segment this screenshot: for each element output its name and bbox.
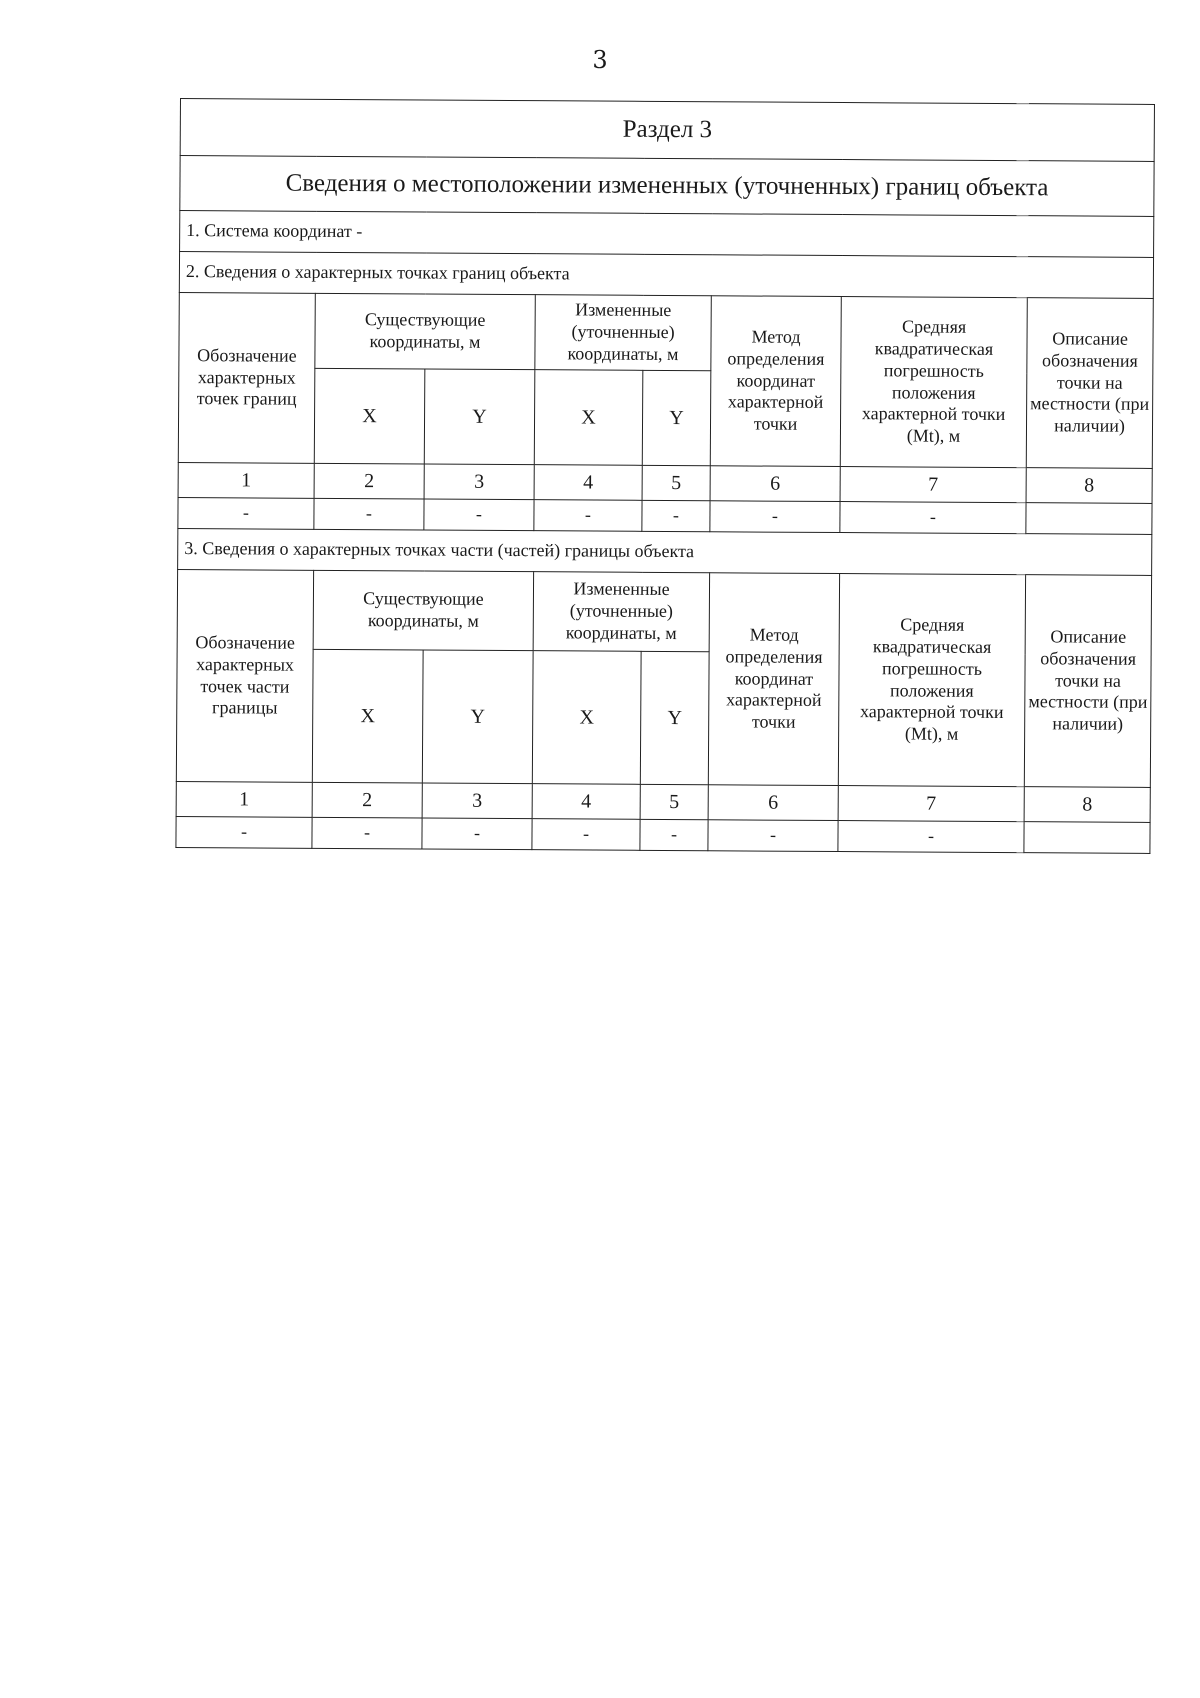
s3-col-existing: Существующие координаты, м xyxy=(313,570,533,650)
s3-cell: - xyxy=(176,816,312,848)
s3-existing-x: X xyxy=(312,649,423,783)
s2-num: 6 xyxy=(710,466,840,502)
s2-cell: - xyxy=(178,497,314,529)
s2-num: 7 xyxy=(840,467,1026,503)
s2-cell: - xyxy=(314,498,424,530)
s3-changed-y: Y xyxy=(640,651,709,784)
s2-cell: - xyxy=(424,499,534,531)
s3-cell: - xyxy=(838,821,1024,853)
s3-cell: - xyxy=(708,820,838,852)
s2-col-description: Описание обозначения точки на местности (при наличии) xyxy=(1026,298,1153,469)
section3-heading: 3. Сведения о характерных точках части (частей) границы объекта xyxy=(178,528,1152,575)
s2-col-designation: Обозначение характерных точек границ xyxy=(178,292,315,463)
s2-col-error: Средняя квадратическая погрешность положения характерной точки (Mt), м xyxy=(840,297,1027,468)
s3-column-numbers xyxy=(176,781,1150,822)
s2-num: 8 xyxy=(1026,468,1152,504)
s3-cell: - xyxy=(640,819,708,850)
s2-num: 5 xyxy=(642,465,710,500)
s2-col-changed: Измененные (уточненные) координаты, м xyxy=(535,295,711,371)
s3-num: 8 xyxy=(1024,787,1150,823)
s2-num: 4 xyxy=(534,465,642,501)
s3-col-changed: Измененные (уточненные) координаты, м xyxy=(533,572,709,652)
s3-num: 3 xyxy=(422,783,532,819)
s2-existing-y: Y xyxy=(424,369,535,465)
s2-num: 1 xyxy=(178,462,314,498)
s2-num: 2 xyxy=(314,463,424,499)
s3-col-description: Описание обозначения точки на местности (при наличии) xyxy=(1024,575,1151,788)
table-row xyxy=(176,816,1150,853)
s2-cell: - xyxy=(534,500,642,532)
s3-cell xyxy=(1024,822,1150,854)
section2-heading: 2. Сведения о характерных точках границ объекта xyxy=(179,252,1153,299)
s3-num: 5 xyxy=(640,784,708,819)
s3-cell: - xyxy=(312,817,422,849)
s3-col-designation: Обозначение характерных точек части границы xyxy=(176,569,313,782)
s2-existing-x: X xyxy=(314,368,425,464)
page-number: 3 xyxy=(592,46,608,74)
section-subtitle: Сведения о местоположении измененных (уточненных) границ объекта xyxy=(180,156,1154,217)
s3-cell: - xyxy=(532,819,640,851)
s2-cell: - xyxy=(710,501,840,533)
section-title: Раздел 3 xyxy=(180,99,1154,162)
s2-cell: - xyxy=(840,502,1026,534)
s3-num: 6 xyxy=(708,785,838,821)
s2-num: 3 xyxy=(424,464,534,500)
s2-col-method: Метод определения координат характерной точки xyxy=(710,296,841,467)
coordinate-system: 1. Система координат - xyxy=(180,211,1154,258)
s2-cell: - xyxy=(642,500,710,531)
s3-num: 7 xyxy=(838,786,1024,822)
s3-existing-y: Y xyxy=(422,650,533,784)
s2-changed-y: Y xyxy=(642,370,711,465)
section-3-table xyxy=(175,98,1155,854)
s2-changed-x: X xyxy=(534,370,643,466)
s2-column-numbers xyxy=(178,462,1152,503)
s3-num: 4 xyxy=(532,784,640,820)
s3-col-error: Средняя квадратическая погрешность положения характерной точки (Mt), м xyxy=(838,574,1025,787)
s3-num: 2 xyxy=(312,782,422,818)
s3-num: 1 xyxy=(176,781,312,817)
s3-col-method: Метод определения координат характерной точки xyxy=(708,573,839,786)
s2-cell xyxy=(1026,503,1152,535)
s3-cell: - xyxy=(422,818,532,850)
s3-changed-x: X xyxy=(532,651,641,785)
s2-col-existing: Существующие координаты, м xyxy=(315,293,535,369)
